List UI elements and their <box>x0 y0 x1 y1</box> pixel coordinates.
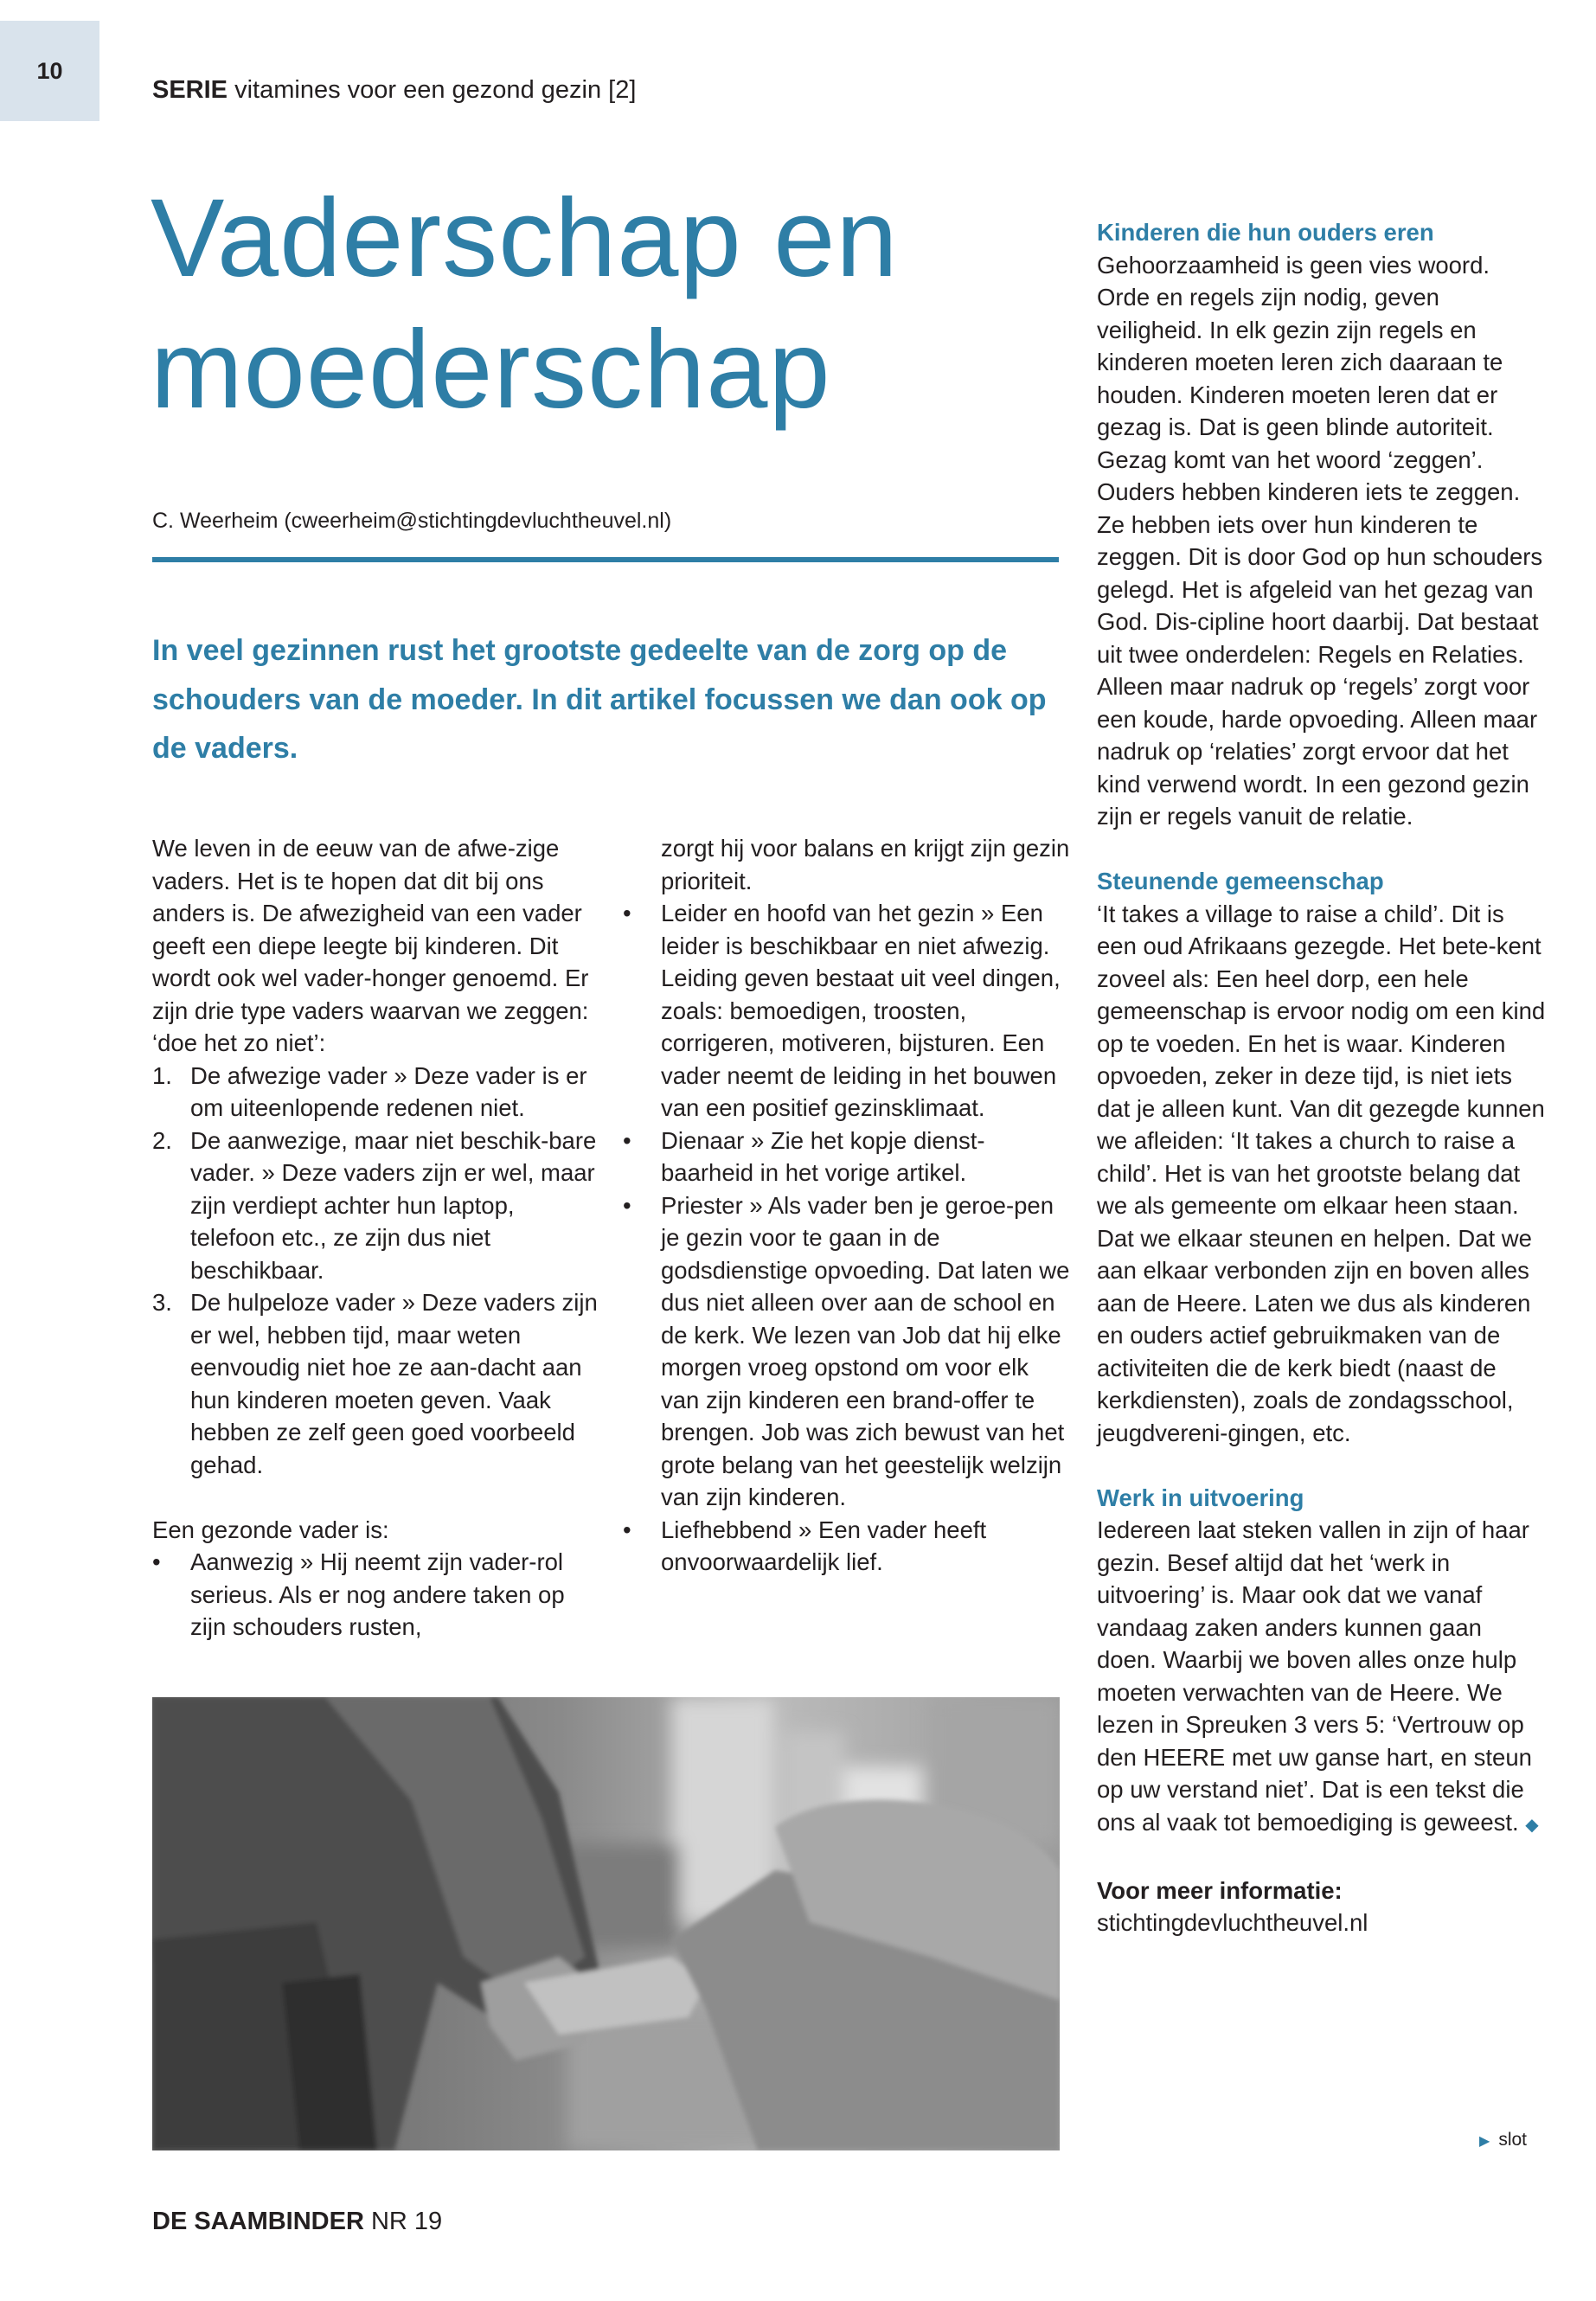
paragraph <box>1097 1514 1547 1842</box>
series-label: SERIE <box>152 76 228 104</box>
info-label: Voor meer informatie: <box>1097 1876 1343 1904</box>
bullet-text: zorgt hij voor balans en krijgt zijn gezin prioriteit. <box>661 835 1070 894</box>
bullet-continuation <box>623 832 1073 897</box>
bullet-text: Liefhebbend » Een vader heeft onvoorwaardelijk lief. <box>661 1516 987 1575</box>
column-3 <box>1097 216 1547 1939</box>
list-item <box>152 1060 602 1125</box>
page-number: 10 <box>36 57 63 84</box>
section-heading: Werk in uitvoering <box>1097 1484 1304 1511</box>
slot-label: slot <box>1498 2130 1527 2150</box>
list-text: De afwezige vader » Deze vader is er om uiteenlopende redenen niet. <box>190 1061 587 1121</box>
bullet-item <box>623 897 1073 1125</box>
continuation-marker <box>1479 2130 1527 2150</box>
series-title: vitamines voor een gezond gezin [2] <box>234 76 637 104</box>
bullet-marker: • <box>623 1516 631 1543</box>
bullet-marker: • <box>623 900 631 926</box>
triangle-right-icon: ▶ <box>1479 2134 1490 2149</box>
list-number: 3. <box>152 1289 172 1316</box>
bullet-text: Dienaar » Zie het kopje dienst-baarheid in het vorige artikel. <box>661 1126 985 1186</box>
bullet-text: Leider en hoofd van het gezin » Een leider is beschikbaar en niet afwezig. Leiding geven bestaat uit veel dingen, zoals: bemoedigen, troosten, corrigeren, motiveren, bijsturen. Een vader neemt de leiding in het bouwen van een positief gezinsklimaat. <box>661 900 1061 1121</box>
series-header <box>152 76 636 105</box>
title-divider <box>152 557 1059 562</box>
bullet-item <box>152 1546 602 1644</box>
section-heading: Steunende gemeenschap <box>1097 868 1384 894</box>
paragraph: We leven in de eeuw van de afwe-zige vaders. Het is te hopen dat dit bij ons anders is. De afwezigheid van een vader geeft een diepe leegte bij kinderen. Dit wordt ook wel vader-honger genoemd. Er zijn drie type vaders waarvan we zeggen: ‘doe het zo niet’: <box>152 835 589 1056</box>
bullet-marker: • <box>623 1191 631 1219</box>
info-link[interactable]: stichtingdevluchtheuvel.nl <box>1097 1909 1368 1936</box>
list-number: 2. <box>152 1126 172 1154</box>
list-number: 1. <box>152 1061 172 1089</box>
title-line-1: Vaderschap en <box>151 176 899 300</box>
paragraph: ‘It takes a village to raise a child’. Dit is een oud Afrikaans gezegde. Het bete-kent zoveel als: Een heel dorp, een hele gemeenschap is ervoor nodig om een kind op te voeden. En het is waar. Kinderen opvoeden, zeker in deze tijd, is niet iets dat je alleen kunt. Van dit gezegde kunnen we afleiden: ‘It takes a church to raise a child’. Het is van het grootste belang dat we als gemeente om elkaar heen staan. Dat we elkaar steunen en helpen. Dat we aan elkaar verbonden zijn en boven alles aan de Heere. Laten we dus als kinderen en ouders actief gebruikmaken van de activiteiten die de kerk biedt (naast de kerkdiensten), zoals de zondagsschool, jeugdvereni-gingen, etc. <box>1097 900 1546 1446</box>
bullet-marker: • <box>623 1126 631 1154</box>
bullet-text: Priester » Als vader ben je geroe-pen je gezin voor te gaan in de godsdienstige opvoeding. Dat laten we dus niet alleen over aan de school en de kerk. We lezen van Job dat hij elke morgen vroeg opstond om voor elk van zijn kinderen een brand-offer te brengen. Job was zich bewust van het grote belang van het geestelijk welzijn van zijn kinderen. <box>661 1191 1070 1510</box>
title-line-2: moederschap <box>151 308 831 432</box>
column-2 <box>623 832 1073 1579</box>
bullet-item <box>623 1189 1073 1514</box>
bullet-text: Aanwezig » Hij neemt zijn vader-rol serieus. Als er nog andere taken op zijn schouders rusten, <box>190 1548 565 1640</box>
list-text: De hulpeloze vader » Deze vaders zijn er wel, hebben tijd, maar weten eenvoudig niet hoe ze aan-dacht aan hun kinderen moeten geven. Vaak hebben ze zelf geen goed voorbeeld gehad. <box>190 1289 598 1478</box>
page-number-box <box>0 21 99 121</box>
issue-number: NR 19 <box>370 2208 443 2235</box>
magazine-name: DE SAAMBINDER <box>152 2208 364 2235</box>
bullet-item <box>623 1125 1073 1189</box>
list-item <box>152 1286 602 1481</box>
bullet-item <box>623 1514 1073 1579</box>
column-1 <box>152 832 602 1644</box>
end-mark-icon: ◆ <box>1525 1815 1539 1835</box>
paragraph-text: Iedereen laat steken vallen in zijn of haar gezin. Besef altijd dat het ‘werk in uitvoering’ is. Maar ook dat we vanaf vandaag zaken anders kunnen gaan doen. Waarbij we boven alles onze hulp moeten verwachten van de Heere. We lezen in Spreuken 3 vers 5: ‘Vertrouw op den HEERE met uw ganse hart, en steun op uw verstand niet’. Dat is een tekst die ons al vaak tot bemoediging is geweest. <box>1097 1516 1532 1836</box>
byline: C. Weerheim (cweerheim@stichtingdevluchtheuvel.nl) <box>152 509 672 533</box>
article-title <box>151 173 1067 436</box>
section-heading: Kinderen die hun ouders eren <box>1097 219 1434 246</box>
photo-father-child-hands <box>152 1697 1060 2150</box>
list-item <box>152 1125 602 1287</box>
footer <box>152 2208 442 2236</box>
paragraph: Gehoorzaamheid is geen vies woord. Orde en regels zijn nodig, geven veiligheid. In elk gezin zijn regels en kinderen moeten leren zich daaraan te houden. Kinderen moeten leren dat er gezag is. Dat is geen blinde autoriteit. Gezag komt van het woord ‘zeggen’. Ouders hebben kinderen iets te zeggen. Ze hebben iets over hun kinderen te zeggen. Dit is door God op hun schouders gelegd. Het is afgeleid van het gezag van God. Dis-cipline hoort daarbij. Dat bestaat uit twee onderdelen: Regels en Relaties. Alleen maar nadruk op ‘regels’ zorgt voor een koude, harde opvoeding. Alleen maar nadruk op ‘relaties’ zorgt ervoor dat het kind verwend wordt. In een gezond gezin zijn er regels vanuit de relatie. <box>1097 251 1543 830</box>
paragraph: Een gezonde vader is: <box>152 1516 389 1543</box>
bullet-marker: • <box>152 1548 161 1575</box>
list-text: De aanwezige, maar niet beschik-bare vader. » Deze vaders zijn er wel, maar zijn verdiept achter hun laptop, telefoon etc., ze zijn dus niet beschikbaar. <box>190 1126 597 1284</box>
intro-paragraph: In veel gezinnen rust het grootste gedeelte van de zorg op de schouders van de moeder. In dit artikel focussen we dan ook op de vaders. <box>152 634 1047 765</box>
